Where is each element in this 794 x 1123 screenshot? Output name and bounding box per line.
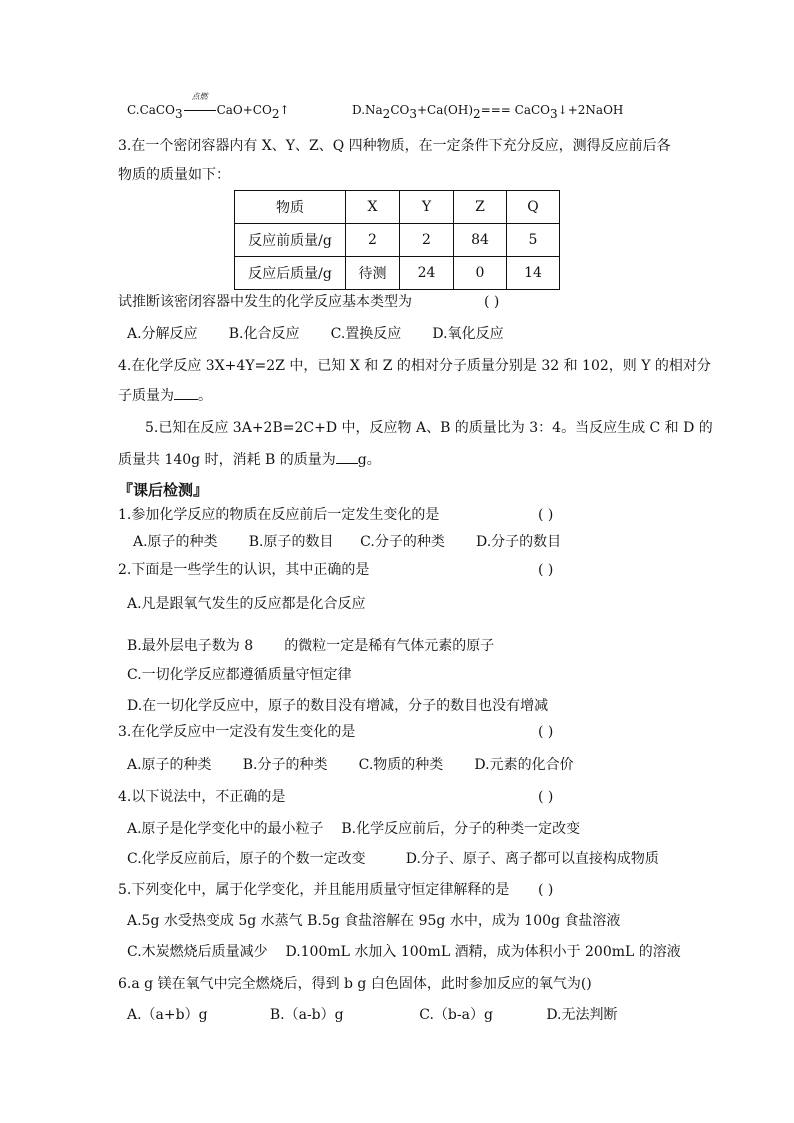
post-q5-paren: ( ) — [538, 882, 554, 898]
post-q2-paren: ( ) — [538, 562, 554, 578]
post-q5-line2: C.木炭燃烧后质量减少 D.100mL 水加入 100mL 酒精，成为体积小于 200mL 的溶液 — [127, 944, 681, 960]
mass-table — [234, 190, 560, 290]
post-q1-paren: ( ) — [538, 507, 554, 523]
post-q2-stem: 2.下面是一些学生的认识，其中正确的是 — [118, 562, 370, 578]
table-cell: 2 — [346, 224, 400, 257]
post-q6-stem: 6.a g 镁在氧气中完全燃烧后，得到 b g 白色固体，此时参加反应的氧气为() — [118, 976, 592, 992]
table-cell: 反应前质量/g — [235, 224, 346, 257]
table-header-row — [235, 191, 560, 224]
q3-answer-paren: ( ) — [484, 294, 500, 310]
table-header-cell: Q — [507, 191, 560, 224]
section-title: 『课后检测』 — [118, 481, 209, 499]
q3-question: 试推断该密闭容器中发生的化学反应基本类型为 — [118, 294, 412, 310]
table-cell: 84 — [454, 224, 507, 257]
table-cell: 0 — [454, 257, 507, 290]
table-header-cell: X — [346, 191, 400, 224]
post-q4-paren: ( ) — [538, 789, 554, 805]
q2-option-c: C.CaCO$_3$ 点燃 $CaO+CO_2↑$ — [127, 92, 290, 121]
table-cell: 24 — [400, 257, 454, 290]
post-q2-option-d: D.在一切化学反应中，原子的数目没有增减，分子的数目也没有增减 — [127, 698, 549, 714]
post-q4-line1: A.原子是化学变化中的最小粒子 B.化学反应前后，分子的种类一定改变 — [127, 821, 581, 837]
post-q3-paren: ( ) — [538, 724, 554, 740]
q5-line2: 质量共 140g 时，消耗 B 的质量为 g。 — [118, 452, 381, 468]
q3-stem-line1: 3.在一个密闭容器内有 X、Y、Z、Q 四种物质，在一定条件下充分反应，测得反应前后各 — [118, 138, 671, 154]
table-cell: 14 — [507, 257, 560, 290]
q3-stem-line2: 物质的质量如下： — [118, 167, 230, 183]
post-q5-stem: 5.下列变化中，属于化学变化，并且能用质量守恒定律解释的是 — [118, 882, 510, 898]
table-cell: 待测 — [346, 257, 400, 290]
answer-blank[interactable] — [174, 387, 198, 400]
table-row — [235, 257, 560, 290]
reaction-condition-arrow: 点燃 — [183, 101, 217, 119]
table-header-cell: Y — [400, 191, 454, 224]
table-header-cell: 物质 — [235, 191, 346, 224]
table-row — [235, 224, 560, 257]
table-cell: 反应后质量/g — [235, 257, 346, 290]
table-cell: 2 — [400, 224, 454, 257]
answer-blank[interactable] — [336, 451, 358, 464]
post-q2-option-b: B.最外层电子数为 8 的微粒一定是稀有气体元素的原子 — [127, 638, 495, 654]
post-q4-line2: C.化学反应前后，原子的个数一定改变 D.分子、原子、离子都可以直接构成物质 — [127, 851, 659, 867]
post-q1-stem: 1.参加化学反应的物质在反应前后一定发生变化的是 — [118, 507, 440, 523]
post-q3-options: A.原子的种类 B.分子的种类 C.物质的种类 D.元素的化合价 — [127, 757, 574, 773]
q4-line1: 4.在化学反应 3X+4Y=2Z 中，已知 X 和 Z 的相对分子质量分别是 32 和 102，则 Y 的相对分 — [118, 358, 711, 374]
q4-line2: 子质量为 。 — [118, 388, 212, 404]
q5-line1: 5.已知在反应 3A+2B=2C+D 中，反应物 A、B 的质量比为 3：4。当反应生成 C 和 D 的 — [145, 420, 713, 436]
post-q4-stem: 4.以下说法中，不正确的是 — [118, 789, 286, 805]
post-q5-line1: A.5g 水受热变成 5g 水蒸气 B.5g 食盐溶解在 95g 水中，成为 100g 食盐溶液 — [127, 913, 621, 929]
table-cell: 5 — [507, 224, 560, 257]
post-q6-options: A.（a+b）g B.（a-b）g C.（b-a）g D.无法判断 — [127, 1007, 618, 1023]
post-q2-option-a: A.凡是跟氧气发生的反应都是化合反应 — [127, 596, 366, 612]
post-q2-option-c: C.一切化学反应都遵循质量守恒定律 — [127, 667, 352, 683]
post-q3-stem: 3.在化学反应中一定没有发生变化的是 — [118, 724, 356, 740]
post-q1-options: A.原子的种类 B.原子的数目 C.分子的种类 D.分子的数目 — [133, 534, 562, 550]
q3-options: A.分解反应 B.化合反应 C.置换反应 D.氧化反应 — [127, 326, 504, 342]
q2-option-d: $D.Na_2CO_3+Ca(OH)_2===$ CaCO$_3$↓+2NaOH — [352, 103, 624, 121]
table-header-cell: Z — [454, 191, 507, 224]
